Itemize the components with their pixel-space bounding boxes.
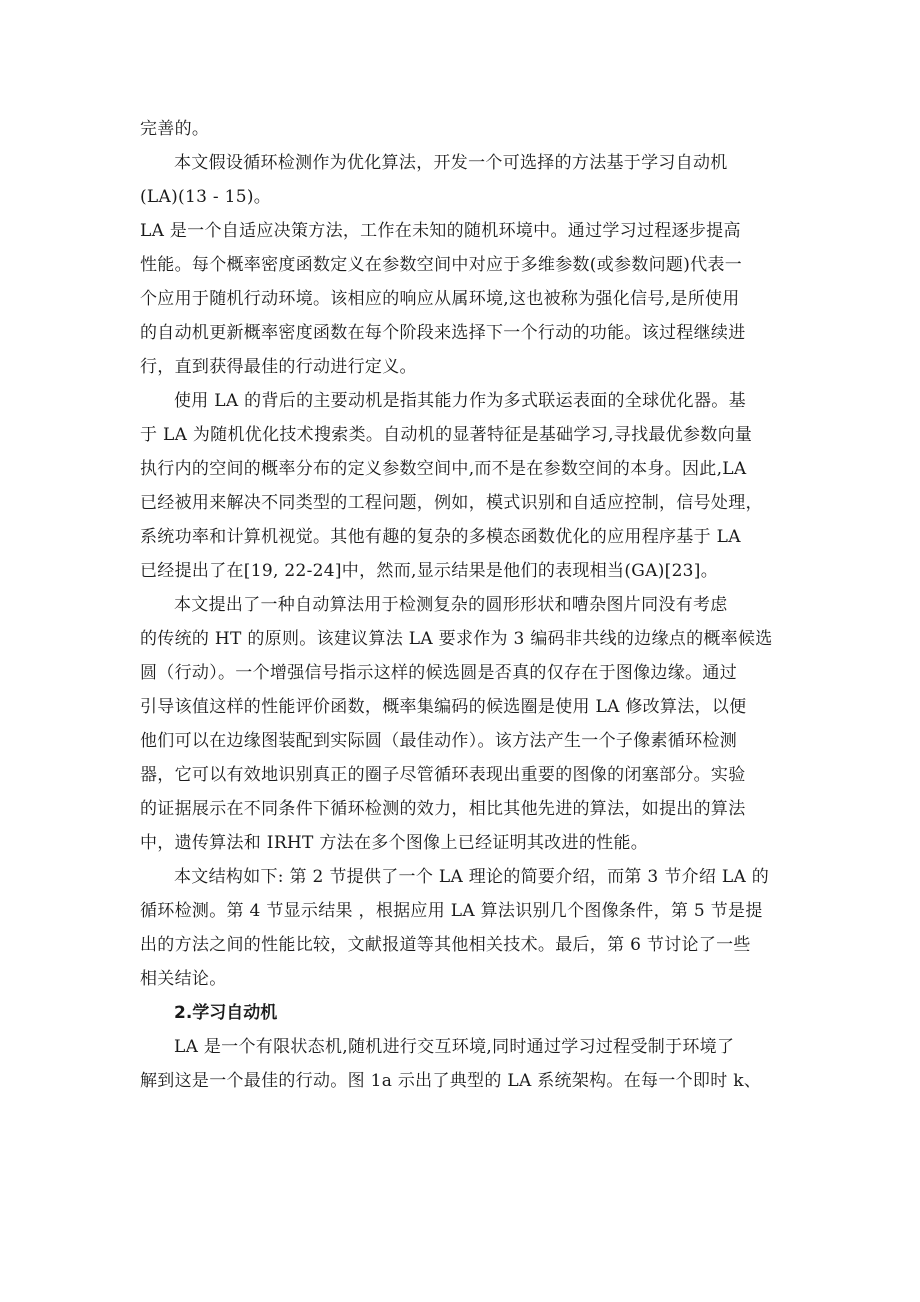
text-line: 本文提出了一种自动算法用于检测复杂的圆形形状和嘈杂图片同没有考虑 (174, 595, 728, 615)
text-line: 的自动机更新概率密度函数在每个阶段来选择下一个行动的功能。该过程继续进 (140, 323, 746, 343)
paragraph (140, 112, 800, 146)
paragraph (140, 146, 800, 214)
text-line: 完善的。 (140, 119, 210, 139)
text-line: 行，直到获得最佳的行动进行定义。 (140, 357, 417, 377)
text-line: 使用 LA 的背后的主要动机是指其能力作为多式联运表面的全球优化器。基 (174, 391, 746, 411)
paragraph (140, 588, 800, 860)
text-line: 执行内的空间的概率分布的定义参数空间中,而不是在参数空间的本身。因此,LA (140, 459, 747, 479)
text-line: 本文假设循环检测作为优化算法，开发一个可选择的方法基于学习自动机 (174, 153, 728, 173)
text-line: 相关结论。 (140, 969, 227, 989)
text-line: 器，它可以有效地识别真正的圈子尽管循环表现出重要的图像的闭塞部分。实验 (140, 765, 746, 785)
text-line: 个应用于随机行动环境。该相应的响应从属环境,这也被称为强化信号,是所使用 (140, 289, 740, 309)
text-line: 他们可以在边缘图装配到实际圆（最佳动作）。该方法产生一个子像素循环检测 (140, 731, 737, 751)
text-line: 圆（行动）。一个增强信号指示这样的候选圆是否真的仅存在于图像边缘。通过 (140, 663, 737, 683)
paragraph (140, 384, 800, 588)
text-line: 已经提出了在[19, 22-24]中，然而,显示结果是他们的表现相当(GA)[23]。 (140, 561, 719, 581)
text-line: 出的方法之间的性能比较，文献报道等其他相关技术。最后，第 6 节讨论了一些 (140, 935, 751, 955)
text-line: 的证据展示在不同条件下循环检测的效力，相比其他先进的算法，如提出的算法 (140, 799, 746, 819)
text-line: LA 是一个自适应决策方法，工作在未知的随机环境中。通过学习过程逐步提高 (140, 221, 741, 241)
document-page (140, 112, 800, 1098)
text-line: 系统功率和计算机视觉。其他有趣的复杂的多模态函数优化的应用程序基于 LA (140, 527, 741, 547)
paragraph (140, 860, 800, 996)
text-line: 解到这是一个最佳的行动。图 1a 示出了典型的 LA 系统架构。在每一个即时 k、 (140, 1071, 762, 1091)
text-line: (LA)(13 - 15)。 (140, 187, 272, 207)
text-line: 引导该值这样的性能评价函数，概率集编码的候选圈是使用 LA 修改算法，以便 (140, 697, 747, 717)
text-line: LA 是一个有限状态机,随机进行交互环境,同时通过学习过程受制于环境了 (174, 1037, 735, 1057)
text-line: 本文结构如下: 第 2 节提供了一个 LA 理论的简要介绍，而第 3 节介绍 LA 的 (174, 867, 770, 887)
text-line: 中，遗传算法和 IRHT 方法在多个图像上已经证明其改进的性能。 (140, 833, 649, 853)
paragraph (140, 1030, 800, 1098)
text-line: 已经被用来解决不同类型的工程问题，例如，模式识别和自适应控制，信号处理， (140, 493, 763, 513)
text-line: 于 LA 为随机优化技术搜索类。自动机的显著特征是基础学习,寻找最优参数向量 (140, 425, 753, 445)
text-line: 的传统的 HT 的原则。该建议算法 LA 要求作为 3 编码非共线的边缘点的概率候选 (140, 629, 773, 649)
section-heading: 2.学习自动机 (174, 1003, 278, 1023)
text-line: 循环检测。第 4 节显示结果 ，根据应用 LA 算法识别几个图像条件，第 5 节是提 (140, 901, 763, 921)
paragraph (140, 214, 800, 384)
text-line: 性能。每个概率密度函数定义在参数空间中对应于多维参数(或参数问题)代表一 (140, 255, 743, 275)
